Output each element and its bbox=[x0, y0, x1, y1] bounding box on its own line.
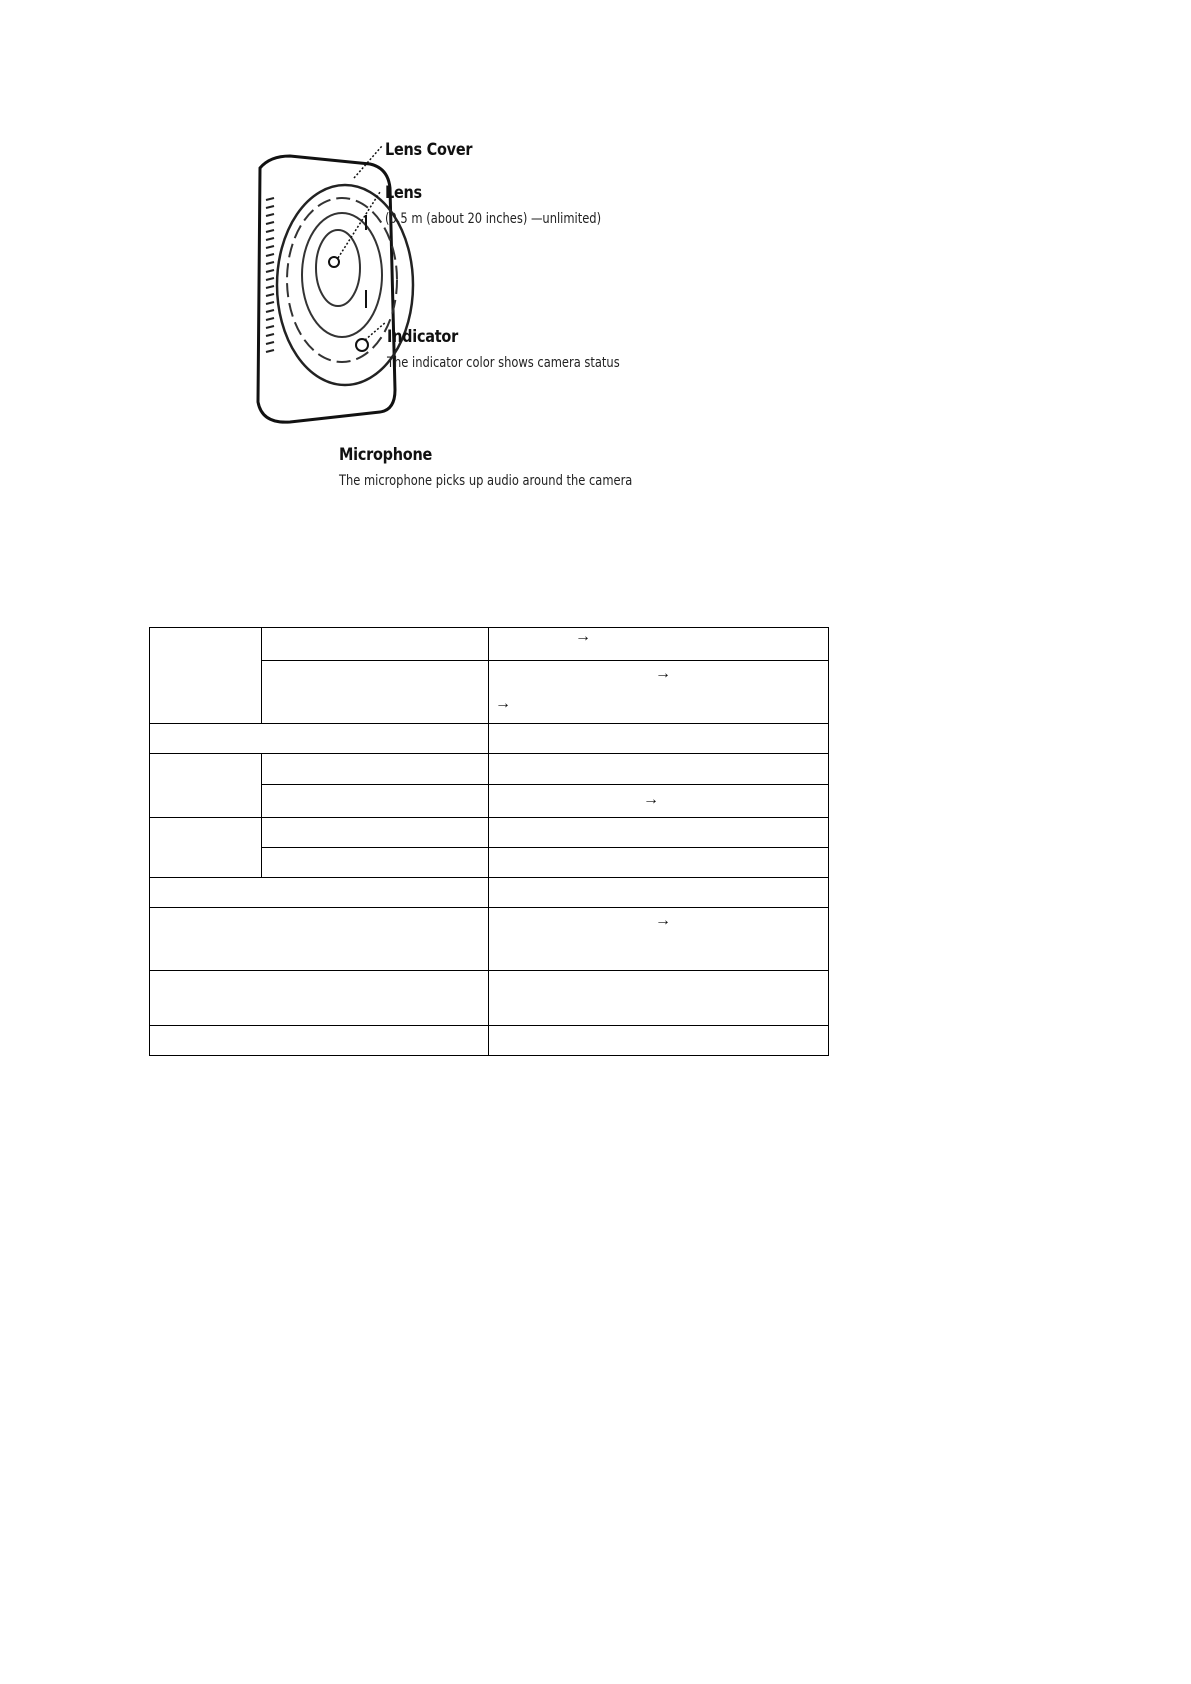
table-cell bbox=[150, 971, 489, 1026]
table-cell bbox=[150, 908, 489, 971]
arrow-icon: → bbox=[495, 695, 511, 712]
status-table bbox=[149, 627, 829, 1056]
lens-description: (0.5 m (about 20 inches) —unlimited) bbox=[385, 211, 602, 227]
table-cell bbox=[262, 628, 489, 661]
table-cell bbox=[489, 848, 829, 878]
arrow-icon: → bbox=[643, 791, 659, 808]
lens-cover-label: Lens Cover bbox=[385, 140, 473, 160]
table-row bbox=[150, 878, 829, 908]
table-cell bbox=[150, 724, 489, 754]
table-cell bbox=[262, 848, 489, 878]
arrow-icon: → bbox=[575, 628, 591, 645]
microphone-description: The microphone picks up audio around the camera bbox=[339, 473, 633, 489]
table-cell bbox=[489, 754, 829, 785]
table-cell bbox=[489, 661, 829, 724]
table-row bbox=[150, 971, 829, 1026]
table-cell bbox=[489, 785, 829, 818]
table-cell bbox=[489, 971, 829, 1026]
camera-illustration bbox=[230, 140, 670, 510]
table-cell bbox=[489, 818, 829, 848]
table-cell bbox=[489, 724, 829, 754]
table-row bbox=[150, 1026, 829, 1056]
table-cell bbox=[150, 628, 262, 724]
camera-diagram bbox=[230, 140, 670, 510]
indicator-description: The indicator color shows camera status bbox=[387, 355, 620, 371]
arrow-icon: → bbox=[655, 665, 671, 682]
table-cell bbox=[489, 628, 829, 661]
table-cell bbox=[489, 908, 829, 971]
table-row bbox=[150, 908, 829, 971]
table-cell bbox=[262, 818, 489, 848]
table-cell bbox=[150, 818, 262, 878]
table-row bbox=[150, 754, 829, 785]
arrow-icon: → bbox=[655, 912, 671, 929]
table-row bbox=[150, 818, 829, 848]
table-cell bbox=[489, 1026, 829, 1056]
table-row bbox=[150, 628, 829, 661]
table-row bbox=[150, 724, 829, 754]
table-cell bbox=[489, 878, 829, 908]
microphone-label: Microphone bbox=[339, 445, 433, 465]
table-cell bbox=[150, 878, 489, 908]
table-cell bbox=[262, 785, 489, 818]
table-cell bbox=[262, 661, 489, 724]
table-cell bbox=[150, 1026, 489, 1056]
indicator-label: Indicator bbox=[387, 327, 458, 347]
table-cell bbox=[150, 754, 262, 818]
table-cell bbox=[262, 754, 489, 785]
lens-label: Lens bbox=[385, 183, 422, 203]
